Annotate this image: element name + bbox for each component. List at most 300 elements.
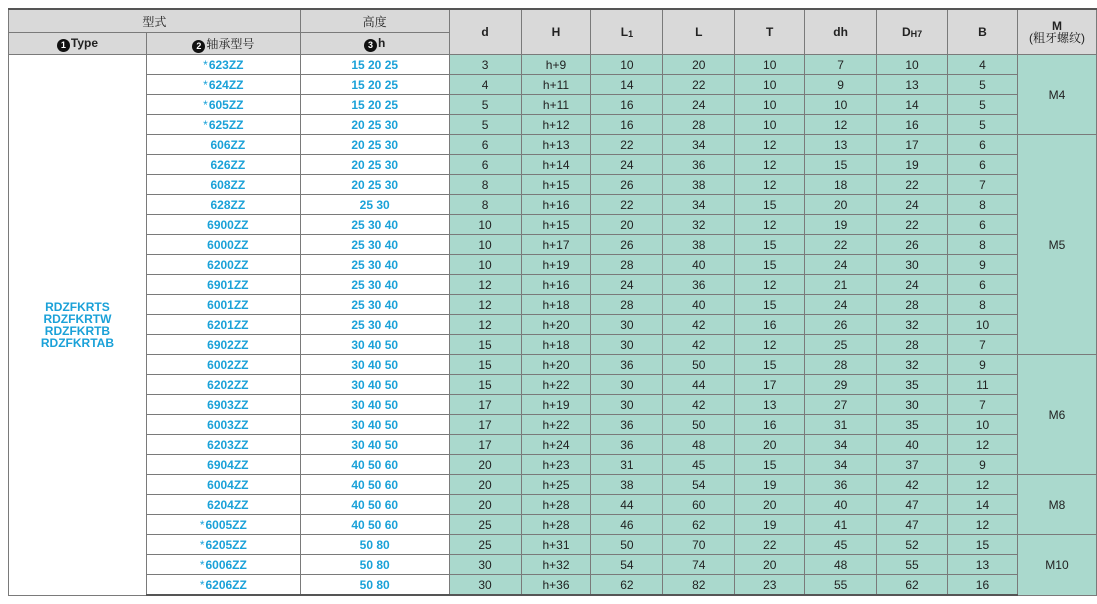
table-row bbox=[9, 95, 1097, 115]
header-L1-sub: 1 bbox=[628, 29, 634, 39]
type-name: RDZFKRTS bbox=[45, 299, 110, 314]
thread-size-cell: M6 bbox=[1017, 355, 1096, 475]
dim-t-cell: 20 bbox=[735, 495, 805, 515]
dim-b-cell: 14 bbox=[948, 495, 1018, 515]
dim-d-cell: 32 bbox=[877, 315, 948, 335]
table-row bbox=[9, 275, 1097, 295]
header-height-group: 高度 bbox=[300, 9, 449, 33]
header-type-label: Type bbox=[70, 35, 99, 50]
dim-l-cell: 82 bbox=[663, 575, 735, 596]
height-cell: 40 50 60 bbox=[300, 495, 449, 515]
dim-h-cell: h+25 bbox=[521, 475, 591, 495]
table-row bbox=[9, 175, 1097, 195]
dim-t-cell: 15 bbox=[735, 455, 805, 475]
dim-dh-cell: 22 bbox=[805, 235, 877, 255]
dim-d-cell: 14 bbox=[877, 95, 948, 115]
dim-h-cell: h+15 bbox=[521, 175, 591, 195]
dim-l1-cell: 50 bbox=[591, 535, 663, 555]
bearing-model-cell bbox=[146, 55, 300, 75]
asterisk-mark: * bbox=[199, 517, 205, 532]
dim-l-cell: 22 bbox=[663, 75, 735, 95]
height-cell: 25 30 40 bbox=[300, 315, 449, 335]
dim-l1-cell: 26 bbox=[591, 235, 663, 255]
bearing-model: 6900ZZ bbox=[207, 217, 249, 232]
table-row bbox=[9, 515, 1097, 535]
dim-l1-cell: 36 bbox=[591, 415, 663, 435]
dim-l-cell: 74 bbox=[663, 555, 735, 575]
dim-h-cell: h+22 bbox=[521, 415, 591, 435]
height-cell: 15 20 25 bbox=[300, 55, 449, 75]
bearing-model-cell bbox=[146, 275, 300, 295]
dim-d-cell: 37 bbox=[877, 455, 948, 475]
dim-d-cell: 28 bbox=[877, 295, 948, 315]
dim-l1-cell: 46 bbox=[591, 515, 663, 535]
dim-l1-cell: 30 bbox=[591, 395, 663, 415]
dim-t-cell: 13 bbox=[735, 395, 805, 415]
table-row bbox=[9, 315, 1097, 335]
bearing-model: 6206ZZ bbox=[205, 577, 247, 592]
dim-dh-cell: 13 bbox=[805, 135, 877, 155]
height-cell: 25 30 40 bbox=[300, 215, 449, 235]
dim-d-cell: 28 bbox=[877, 335, 948, 355]
height-cell: 25 30 40 bbox=[300, 275, 449, 295]
bearing-model: 608ZZ bbox=[210, 177, 246, 192]
bearing-model: 6201ZZ bbox=[207, 317, 249, 332]
bearing-model-cell bbox=[146, 415, 300, 435]
height-cell: 30 40 50 bbox=[300, 435, 449, 455]
dim-b-cell: 5 bbox=[948, 75, 1018, 95]
dim-d-cell: 17 bbox=[877, 135, 948, 155]
dim-dh-cell: 24 bbox=[805, 255, 877, 275]
dim-h-cell: h+13 bbox=[521, 135, 591, 155]
dim-h-cell: h+18 bbox=[521, 335, 591, 355]
asterisk-mark: * bbox=[203, 117, 208, 132]
thread-size-cell: M8 bbox=[1017, 475, 1096, 535]
dim-d-cell: 47 bbox=[877, 495, 948, 515]
dim-h-cell: h+18 bbox=[521, 295, 591, 315]
dim-t-cell: 12 bbox=[735, 335, 805, 355]
header-L1 bbox=[591, 9, 663, 55]
dim-dh-cell: 9 bbox=[805, 75, 877, 95]
dim-h-cell: h+20 bbox=[521, 355, 591, 375]
table-row bbox=[9, 335, 1097, 355]
dim-l1-cell: 30 bbox=[591, 315, 663, 335]
spec-table-body bbox=[9, 55, 1097, 596]
dim-d-cell: 20 bbox=[449, 475, 521, 495]
dim-b-cell: 9 bbox=[948, 355, 1018, 375]
dim-dh-cell: 18 bbox=[805, 175, 877, 195]
bearing-model-cell bbox=[146, 155, 300, 175]
bearing-model-cell bbox=[146, 255, 300, 275]
bearing-model: 6902ZZ bbox=[207, 337, 249, 352]
dim-b-cell: 15 bbox=[948, 535, 1018, 555]
dim-l-cell: 62 bbox=[663, 515, 735, 535]
dim-t-cell: 12 bbox=[735, 135, 805, 155]
dim-dh-cell: 55 bbox=[805, 575, 877, 596]
dim-dh-cell: 26 bbox=[805, 315, 877, 335]
bearing-model-cell bbox=[146, 535, 300, 555]
dim-d-cell: 10 bbox=[449, 215, 521, 235]
height-cell: 25 30 bbox=[300, 195, 449, 215]
dim-l-cell: 28 bbox=[663, 115, 735, 135]
dim-b-cell: 13 bbox=[948, 555, 1018, 575]
asterisk-mark: * bbox=[199, 577, 205, 592]
dim-d-cell: 15 bbox=[449, 355, 521, 375]
dim-t-cell: 12 bbox=[735, 155, 805, 175]
table-row bbox=[9, 235, 1097, 255]
dim-l-cell: 45 bbox=[663, 455, 735, 475]
dim-b-cell: 7 bbox=[948, 395, 1018, 415]
header-T: T bbox=[735, 9, 805, 55]
bearing-model: 6002ZZ bbox=[207, 357, 249, 372]
table-row bbox=[9, 415, 1097, 435]
dim-dh-cell: 41 bbox=[805, 515, 877, 535]
dim-h-cell: h+11 bbox=[521, 75, 591, 95]
bearing-model-cell bbox=[146, 355, 300, 375]
bearing-model-cell bbox=[146, 75, 300, 95]
dim-h-cell: h+36 bbox=[521, 575, 591, 596]
asterisk-mark: * bbox=[203, 97, 208, 112]
dim-t-cell: 17 bbox=[735, 375, 805, 395]
dim-d-cell: 30 bbox=[449, 555, 521, 575]
bearing-model: 605ZZ bbox=[208, 97, 244, 112]
dim-d-cell: 30 bbox=[877, 395, 948, 415]
dim-t-cell: 15 bbox=[735, 255, 805, 275]
dim-l1-cell: 44 bbox=[591, 495, 663, 515]
dim-h-cell: h+23 bbox=[521, 455, 591, 475]
dim-d-cell: 5 bbox=[449, 95, 521, 115]
header-dh: dh bbox=[805, 9, 877, 55]
height-cell: 30 40 50 bbox=[300, 355, 449, 375]
table-row bbox=[9, 195, 1097, 215]
dim-dh-cell: 48 bbox=[805, 555, 877, 575]
dim-l-cell: 36 bbox=[663, 275, 735, 295]
dim-t-cell: 19 bbox=[735, 475, 805, 495]
height-cell: 20 25 30 bbox=[300, 175, 449, 195]
bearing-model: 6200ZZ bbox=[207, 257, 249, 272]
dim-b-cell: 7 bbox=[948, 175, 1018, 195]
bearing-model-cell bbox=[146, 95, 300, 115]
bearing-model: 6205ZZ bbox=[205, 537, 247, 552]
dim-h-cell: h+20 bbox=[521, 315, 591, 335]
dim-l1-cell: 62 bbox=[591, 575, 663, 596]
dim-b-cell: 11 bbox=[948, 375, 1018, 395]
table-row bbox=[9, 395, 1097, 415]
header-L: L bbox=[663, 9, 735, 55]
dim-d-cell: 12 bbox=[449, 295, 521, 315]
dim-l-cell: 36 bbox=[663, 155, 735, 175]
table-row bbox=[9, 295, 1097, 315]
dim-t-cell: 10 bbox=[735, 115, 805, 135]
dim-b-cell: 6 bbox=[948, 275, 1018, 295]
dim-b-cell: 6 bbox=[948, 155, 1018, 175]
dim-dh-cell: 36 bbox=[805, 475, 877, 495]
dim-l-cell: 70 bbox=[663, 535, 735, 555]
dim-l-cell: 42 bbox=[663, 395, 735, 415]
table-row bbox=[9, 375, 1097, 395]
dim-l1-cell: 38 bbox=[591, 475, 663, 495]
dim-d-cell: 24 bbox=[877, 275, 948, 295]
dim-d-cell: 40 bbox=[877, 435, 948, 455]
dim-t-cell: 20 bbox=[735, 435, 805, 455]
type-name: RDZFKRTW bbox=[43, 311, 112, 326]
table-row bbox=[9, 435, 1097, 455]
bearing-model-cell bbox=[146, 575, 300, 596]
dim-t-cell: 12 bbox=[735, 275, 805, 295]
dim-h-cell: h+15 bbox=[521, 215, 591, 235]
dim-b-cell: 9 bbox=[948, 455, 1018, 475]
dim-h-cell: h+9 bbox=[521, 55, 591, 75]
table-row bbox=[9, 255, 1097, 275]
dim-l1-cell: 36 bbox=[591, 435, 663, 455]
type-name: RDZFKRTAB bbox=[40, 335, 114, 350]
dim-dh-cell: 29 bbox=[805, 375, 877, 395]
dim-h-cell: h+31 bbox=[521, 535, 591, 555]
dim-l-cell: 20 bbox=[663, 55, 735, 75]
dim-h-cell: h+28 bbox=[521, 515, 591, 535]
dim-h-cell: h+32 bbox=[521, 555, 591, 575]
dim-l-cell: 34 bbox=[663, 195, 735, 215]
bearing-model-cell bbox=[146, 135, 300, 155]
dim-l-cell: 44 bbox=[663, 375, 735, 395]
bearing-model: 6203ZZ bbox=[207, 437, 249, 452]
height-cell: 40 50 60 bbox=[300, 475, 449, 495]
dim-d-cell: 13 bbox=[877, 75, 948, 95]
height-cell: 20 25 30 bbox=[300, 135, 449, 155]
dim-l1-cell: 30 bbox=[591, 335, 663, 355]
dim-l1-cell: 22 bbox=[591, 135, 663, 155]
header-type-group: 型式 bbox=[9, 9, 301, 33]
header-L1-main: L bbox=[620, 25, 629, 39]
dim-l-cell: 50 bbox=[663, 415, 735, 435]
height-cell: 30 40 50 bbox=[300, 335, 449, 355]
dim-h-cell: h+14 bbox=[521, 155, 591, 175]
bearing-model-cell bbox=[146, 495, 300, 515]
dim-l-cell: 24 bbox=[663, 95, 735, 115]
dim-d-cell: 42 bbox=[877, 475, 948, 495]
bearing-model: 625ZZ bbox=[208, 117, 244, 132]
height-cell: 50 80 bbox=[300, 575, 449, 596]
dim-l1-cell: 20 bbox=[591, 215, 663, 235]
dim-h-cell: h+16 bbox=[521, 195, 591, 215]
dim-dh-cell: 45 bbox=[805, 535, 877, 555]
header-DH7-main: D bbox=[901, 25, 911, 39]
dim-h-cell: h+17 bbox=[521, 235, 591, 255]
header-DH7 bbox=[877, 9, 948, 55]
bearing-model-cell bbox=[146, 175, 300, 195]
dim-l1-cell: 16 bbox=[591, 95, 663, 115]
asterisk-mark: * bbox=[199, 557, 205, 572]
dim-b-cell: 10 bbox=[948, 415, 1018, 435]
asterisk-mark: * bbox=[199, 537, 205, 552]
dim-d-cell: 22 bbox=[877, 175, 948, 195]
bearing-model: 6904ZZ bbox=[207, 457, 249, 472]
dim-l1-cell: 16 bbox=[591, 115, 663, 135]
dim-dh-cell: 20 bbox=[805, 195, 877, 215]
bearing-model: 6903ZZ bbox=[207, 397, 249, 412]
dim-h-cell: h+19 bbox=[521, 395, 591, 415]
table-row bbox=[9, 455, 1097, 475]
dim-b-cell: 12 bbox=[948, 475, 1018, 495]
dim-d-cell: 4 bbox=[449, 75, 521, 95]
header-M-sub: (粗牙螺纹) bbox=[1028, 31, 1085, 45]
bearing-model: 6004ZZ bbox=[207, 477, 249, 492]
dim-t-cell: 12 bbox=[735, 175, 805, 195]
height-cell: 20 25 30 bbox=[300, 155, 449, 175]
dim-b-cell: 7 bbox=[948, 335, 1018, 355]
dim-d-cell: 19 bbox=[877, 155, 948, 175]
bearing-model: 6202ZZ bbox=[207, 377, 249, 392]
dim-d-cell: 35 bbox=[877, 375, 948, 395]
bearing-model-cell bbox=[146, 295, 300, 315]
dim-l-cell: 34 bbox=[663, 135, 735, 155]
bearing-model-cell bbox=[146, 475, 300, 495]
bearing-model-cell bbox=[146, 435, 300, 455]
dim-h-cell: h+12 bbox=[521, 115, 591, 135]
dim-b-cell: 8 bbox=[948, 195, 1018, 215]
dim-d-cell: 6 bbox=[449, 155, 521, 175]
height-cell: 25 30 40 bbox=[300, 255, 449, 275]
dim-d-cell: 17 bbox=[449, 395, 521, 415]
dim-t-cell: 10 bbox=[735, 55, 805, 75]
dim-t-cell: 20 bbox=[735, 555, 805, 575]
dim-b-cell: 6 bbox=[948, 135, 1018, 155]
dim-h-cell: h+22 bbox=[521, 375, 591, 395]
table-row bbox=[9, 355, 1097, 375]
dim-l-cell: 38 bbox=[663, 235, 735, 255]
dim-t-cell: 15 bbox=[735, 195, 805, 215]
dim-h-cell: h+24 bbox=[521, 435, 591, 455]
height-cell: 50 80 bbox=[300, 555, 449, 575]
dim-l-cell: 40 bbox=[663, 295, 735, 315]
dim-d-cell: 32 bbox=[877, 355, 948, 375]
bearing-model-cell bbox=[146, 375, 300, 395]
dim-l1-cell: 22 bbox=[591, 195, 663, 215]
number-3-icon: 3 bbox=[364, 39, 377, 52]
dim-l-cell: 60 bbox=[663, 495, 735, 515]
dim-d-cell: 20 bbox=[449, 455, 521, 475]
bearing-model: 6005ZZ bbox=[205, 517, 247, 532]
dim-d-cell: 8 bbox=[449, 195, 521, 215]
dim-b-cell: 9 bbox=[948, 255, 1018, 275]
type-name: RDZFKRTB bbox=[44, 323, 111, 338]
dim-d-cell: 15 bbox=[449, 335, 521, 355]
dim-b-cell: 12 bbox=[948, 515, 1018, 535]
dim-t-cell: 10 bbox=[735, 95, 805, 115]
type-names-cell bbox=[9, 55, 147, 596]
dim-t-cell: 12 bbox=[735, 215, 805, 235]
number-1-icon: 1 bbox=[57, 39, 70, 52]
bearing-model-cell bbox=[146, 395, 300, 415]
height-cell: 25 30 40 bbox=[300, 235, 449, 255]
asterisk-mark: * bbox=[203, 57, 208, 72]
header-H: H bbox=[521, 9, 591, 55]
dim-t-cell: 16 bbox=[735, 415, 805, 435]
header-row-1 bbox=[9, 9, 1097, 33]
dim-dh-cell: 40 bbox=[805, 495, 877, 515]
dim-l1-cell: 14 bbox=[591, 75, 663, 95]
dim-dh-cell: 28 bbox=[805, 355, 877, 375]
header-h bbox=[300, 33, 449, 55]
bearing-model: 623ZZ bbox=[208, 57, 244, 72]
dim-d-cell: 26 bbox=[877, 235, 948, 255]
table-row bbox=[9, 55, 1097, 75]
table-row bbox=[9, 575, 1097, 596]
dim-dh-cell: 25 bbox=[805, 335, 877, 355]
dim-t-cell: 15 bbox=[735, 235, 805, 255]
bearing-model: 6000ZZ bbox=[207, 237, 249, 252]
bearing-model-cell bbox=[146, 215, 300, 235]
height-cell: 40 50 60 bbox=[300, 455, 449, 475]
dim-d-cell: 16 bbox=[877, 115, 948, 135]
dim-l-cell: 38 bbox=[663, 175, 735, 195]
height-cell: 25 30 40 bbox=[300, 295, 449, 315]
header-type bbox=[9, 33, 147, 55]
dim-dh-cell: 19 bbox=[805, 215, 877, 235]
dim-l1-cell: 24 bbox=[591, 155, 663, 175]
header-d: d bbox=[449, 9, 521, 55]
dim-d-cell: 17 bbox=[449, 415, 521, 435]
header-bearing-label: 轴承型号 bbox=[206, 36, 255, 51]
dim-d-cell: 30 bbox=[449, 575, 521, 596]
dim-d-cell: 47 bbox=[877, 515, 948, 535]
height-cell: 30 40 50 bbox=[300, 375, 449, 395]
dim-dh-cell: 10 bbox=[805, 95, 877, 115]
table-row bbox=[9, 115, 1097, 135]
dim-l-cell: 42 bbox=[663, 335, 735, 355]
dim-l1-cell: 28 bbox=[591, 255, 663, 275]
dim-d-cell: 17 bbox=[449, 435, 521, 455]
bearing-model: 628ZZ bbox=[210, 197, 246, 212]
dim-t-cell: 23 bbox=[735, 575, 805, 596]
dim-d-cell: 35 bbox=[877, 415, 948, 435]
bearing-model-cell bbox=[146, 455, 300, 475]
dim-d-cell: 6 bbox=[449, 135, 521, 155]
number-2-icon: 2 bbox=[192, 40, 205, 53]
height-cell: 15 20 25 bbox=[300, 75, 449, 95]
table-row bbox=[9, 495, 1097, 515]
dim-b-cell: 12 bbox=[948, 435, 1018, 455]
dim-b-cell: 16 bbox=[948, 575, 1018, 596]
dim-b-cell: 8 bbox=[948, 295, 1018, 315]
bearing-model: 6001ZZ bbox=[207, 297, 249, 312]
dim-l1-cell: 28 bbox=[591, 295, 663, 315]
dim-d-cell: 10 bbox=[449, 255, 521, 275]
dim-h-cell: h+19 bbox=[521, 255, 591, 275]
dim-l-cell: 32 bbox=[663, 215, 735, 235]
dim-dh-cell: 34 bbox=[805, 435, 877, 455]
dim-l1-cell: 54 bbox=[591, 555, 663, 575]
bearing-model: 6901ZZ bbox=[207, 277, 249, 292]
dim-t-cell: 15 bbox=[735, 295, 805, 315]
dim-d-cell: 3 bbox=[449, 55, 521, 75]
bearing-model-cell bbox=[146, 195, 300, 215]
dim-b-cell: 8 bbox=[948, 235, 1018, 255]
dim-dh-cell: 27 bbox=[805, 395, 877, 415]
dim-l-cell: 48 bbox=[663, 435, 735, 455]
dim-b-cell: 4 bbox=[948, 55, 1018, 75]
dim-d-cell: 12 bbox=[449, 275, 521, 295]
table-row bbox=[9, 555, 1097, 575]
table-row bbox=[9, 75, 1097, 95]
dim-d-cell: 22 bbox=[877, 215, 948, 235]
dim-l1-cell: 26 bbox=[591, 175, 663, 195]
bearing-model: 606ZZ bbox=[210, 137, 246, 152]
header-DH7-sub: H7 bbox=[910, 29, 923, 39]
height-cell: 20 25 30 bbox=[300, 115, 449, 135]
dim-h-cell: h+11 bbox=[521, 95, 591, 115]
dim-b-cell: 6 bbox=[948, 215, 1018, 235]
